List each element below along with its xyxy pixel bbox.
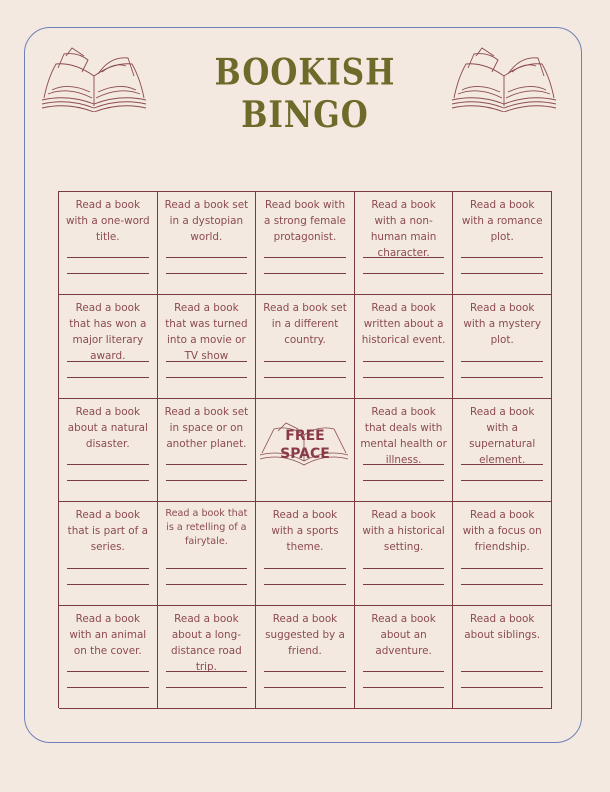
write-line	[67, 568, 149, 569]
cell-prompt: Read a book about an adventure.	[371, 613, 436, 657]
bingo-cell[interactable]	[158, 192, 257, 295]
page-title: BOOKISH BINGO	[214, 51, 396, 137]
write-line	[461, 257, 543, 258]
write-line	[166, 480, 248, 481]
write-line	[363, 687, 445, 688]
write-line	[264, 568, 346, 569]
bingo-cell[interactable]	[453, 502, 552, 606]
write-line	[166, 687, 248, 688]
write-line	[363, 377, 445, 378]
write-line	[166, 361, 248, 362]
write-line	[67, 377, 149, 378]
write-line	[264, 687, 346, 688]
cell-prompt: Read a book with a mystery plot.	[463, 302, 541, 346]
cell-prompt: Read a book with a historical setting.	[362, 509, 445, 553]
open-book-icon	[448, 46, 560, 112]
write-line	[363, 568, 445, 569]
write-line	[264, 257, 346, 258]
cell-prompt: Read a book suggested by a friend.	[265, 613, 345, 657]
bingo-cell[interactable]	[256, 192, 355, 295]
write-line	[67, 361, 149, 362]
write-line	[67, 273, 149, 274]
write-line	[166, 464, 248, 465]
cell-prompt: Read a book with a supernatural element.	[469, 406, 536, 466]
bingo-cell[interactable]	[158, 295, 257, 399]
bingo-cell[interactable]	[453, 606, 552, 709]
write-line	[461, 671, 543, 672]
write-line	[363, 671, 445, 672]
cell-prompt: Read a book that was turned into a movie or TV show	[165, 302, 248, 362]
write-line	[461, 464, 543, 465]
cell-prompt: Read a book written about a historical event.	[361, 302, 446, 346]
write-line	[461, 584, 543, 585]
bingo-cell[interactable]	[355, 606, 454, 709]
write-line	[166, 584, 248, 585]
bingo-cell[interactable]	[59, 192, 158, 295]
write-line	[264, 273, 346, 274]
write-line	[363, 480, 445, 481]
write-line	[264, 361, 346, 362]
cell-prompt: Read a book that deals with mental health or illness.	[360, 406, 447, 466]
write-line	[166, 257, 248, 258]
free-label: FREE	[285, 428, 325, 444]
bingo-cell[interactable]	[256, 606, 355, 709]
cell-prompt: Read a book about a long-distance road trip.	[171, 613, 242, 673]
write-line	[363, 257, 445, 258]
write-line	[67, 464, 149, 465]
bingo-cell[interactable]	[453, 295, 552, 399]
bingo-cell[interactable]	[453, 192, 552, 295]
cell-prompt: Read a book about siblings.	[464, 613, 541, 641]
write-line	[67, 480, 149, 481]
cell-prompt: Read book with a strong female protagonist.	[264, 199, 346, 243]
cell-prompt: Read a book about a natural disaster.	[67, 406, 148, 450]
write-line	[461, 273, 543, 274]
cell-prompt: Read a book with a focus on friendship.	[462, 509, 542, 553]
space-label: SPACE	[280, 446, 330, 462]
bingo-cell[interactable]	[355, 502, 454, 606]
bingo-cell[interactable]	[355, 295, 454, 399]
write-line	[166, 273, 248, 274]
write-line	[461, 687, 543, 688]
bingo-cell[interactable]	[158, 606, 257, 709]
write-line	[166, 568, 248, 569]
open-book-icon	[38, 46, 150, 112]
write-line	[461, 361, 543, 362]
bingo-cell[interactable]	[158, 502, 257, 606]
write-line	[461, 480, 543, 481]
bingo-cell[interactable]	[453, 399, 552, 502]
write-line	[363, 361, 445, 362]
cell-prompt: Read a book set in space or on another planet.	[164, 406, 249, 450]
cell-prompt: Read a book set in a dystopian world.	[164, 199, 249, 243]
free-space-cell[interactable]	[256, 399, 355, 502]
write-line	[363, 584, 445, 585]
cell-prompt: Read a book with a one-word title.	[65, 199, 150, 243]
cell-prompt: Read a book with a romance plot.	[461, 199, 543, 243]
bingo-cell[interactable]	[355, 192, 454, 295]
write-line	[461, 568, 543, 569]
cell-prompt: Read a book with a sports theme.	[271, 509, 339, 553]
bingo-cell[interactable]	[158, 399, 257, 502]
write-line	[67, 671, 149, 672]
write-line	[166, 671, 248, 672]
write-line	[67, 584, 149, 585]
cell-prompt: Read a book that is part of a series.	[67, 509, 148, 553]
free-space-label	[256, 427, 354, 463]
bingo-cell[interactable]	[59, 606, 158, 709]
cell-prompt: Read a book with a non-human main character.	[370, 199, 437, 259]
write-line	[67, 687, 149, 688]
write-line	[264, 584, 346, 585]
bingo-cell[interactable]	[355, 399, 454, 502]
bingo-cell[interactable]	[256, 295, 355, 399]
bingo-cell[interactable]	[59, 399, 158, 502]
write-line	[363, 273, 445, 274]
cell-prompt: Read a book that is a retelling of a fairytale.	[165, 508, 248, 547]
bingo-cell[interactable]	[256, 502, 355, 606]
bingo-grid	[58, 191, 552, 708]
cell-prompt: Read a book that has won a major literary award.	[69, 302, 147, 362]
write-line	[166, 377, 248, 378]
write-line	[264, 671, 346, 672]
bingo-cell[interactable]	[59, 502, 158, 606]
write-line	[67, 257, 149, 258]
bingo-cell[interactable]	[59, 295, 158, 399]
write-line	[264, 377, 346, 378]
write-line	[363, 464, 445, 465]
write-line	[461, 377, 543, 378]
cell-prompt: Read a book with an animal on the cover.	[69, 613, 147, 657]
cell-prompt: Read a book set in a different country.	[263, 302, 347, 346]
